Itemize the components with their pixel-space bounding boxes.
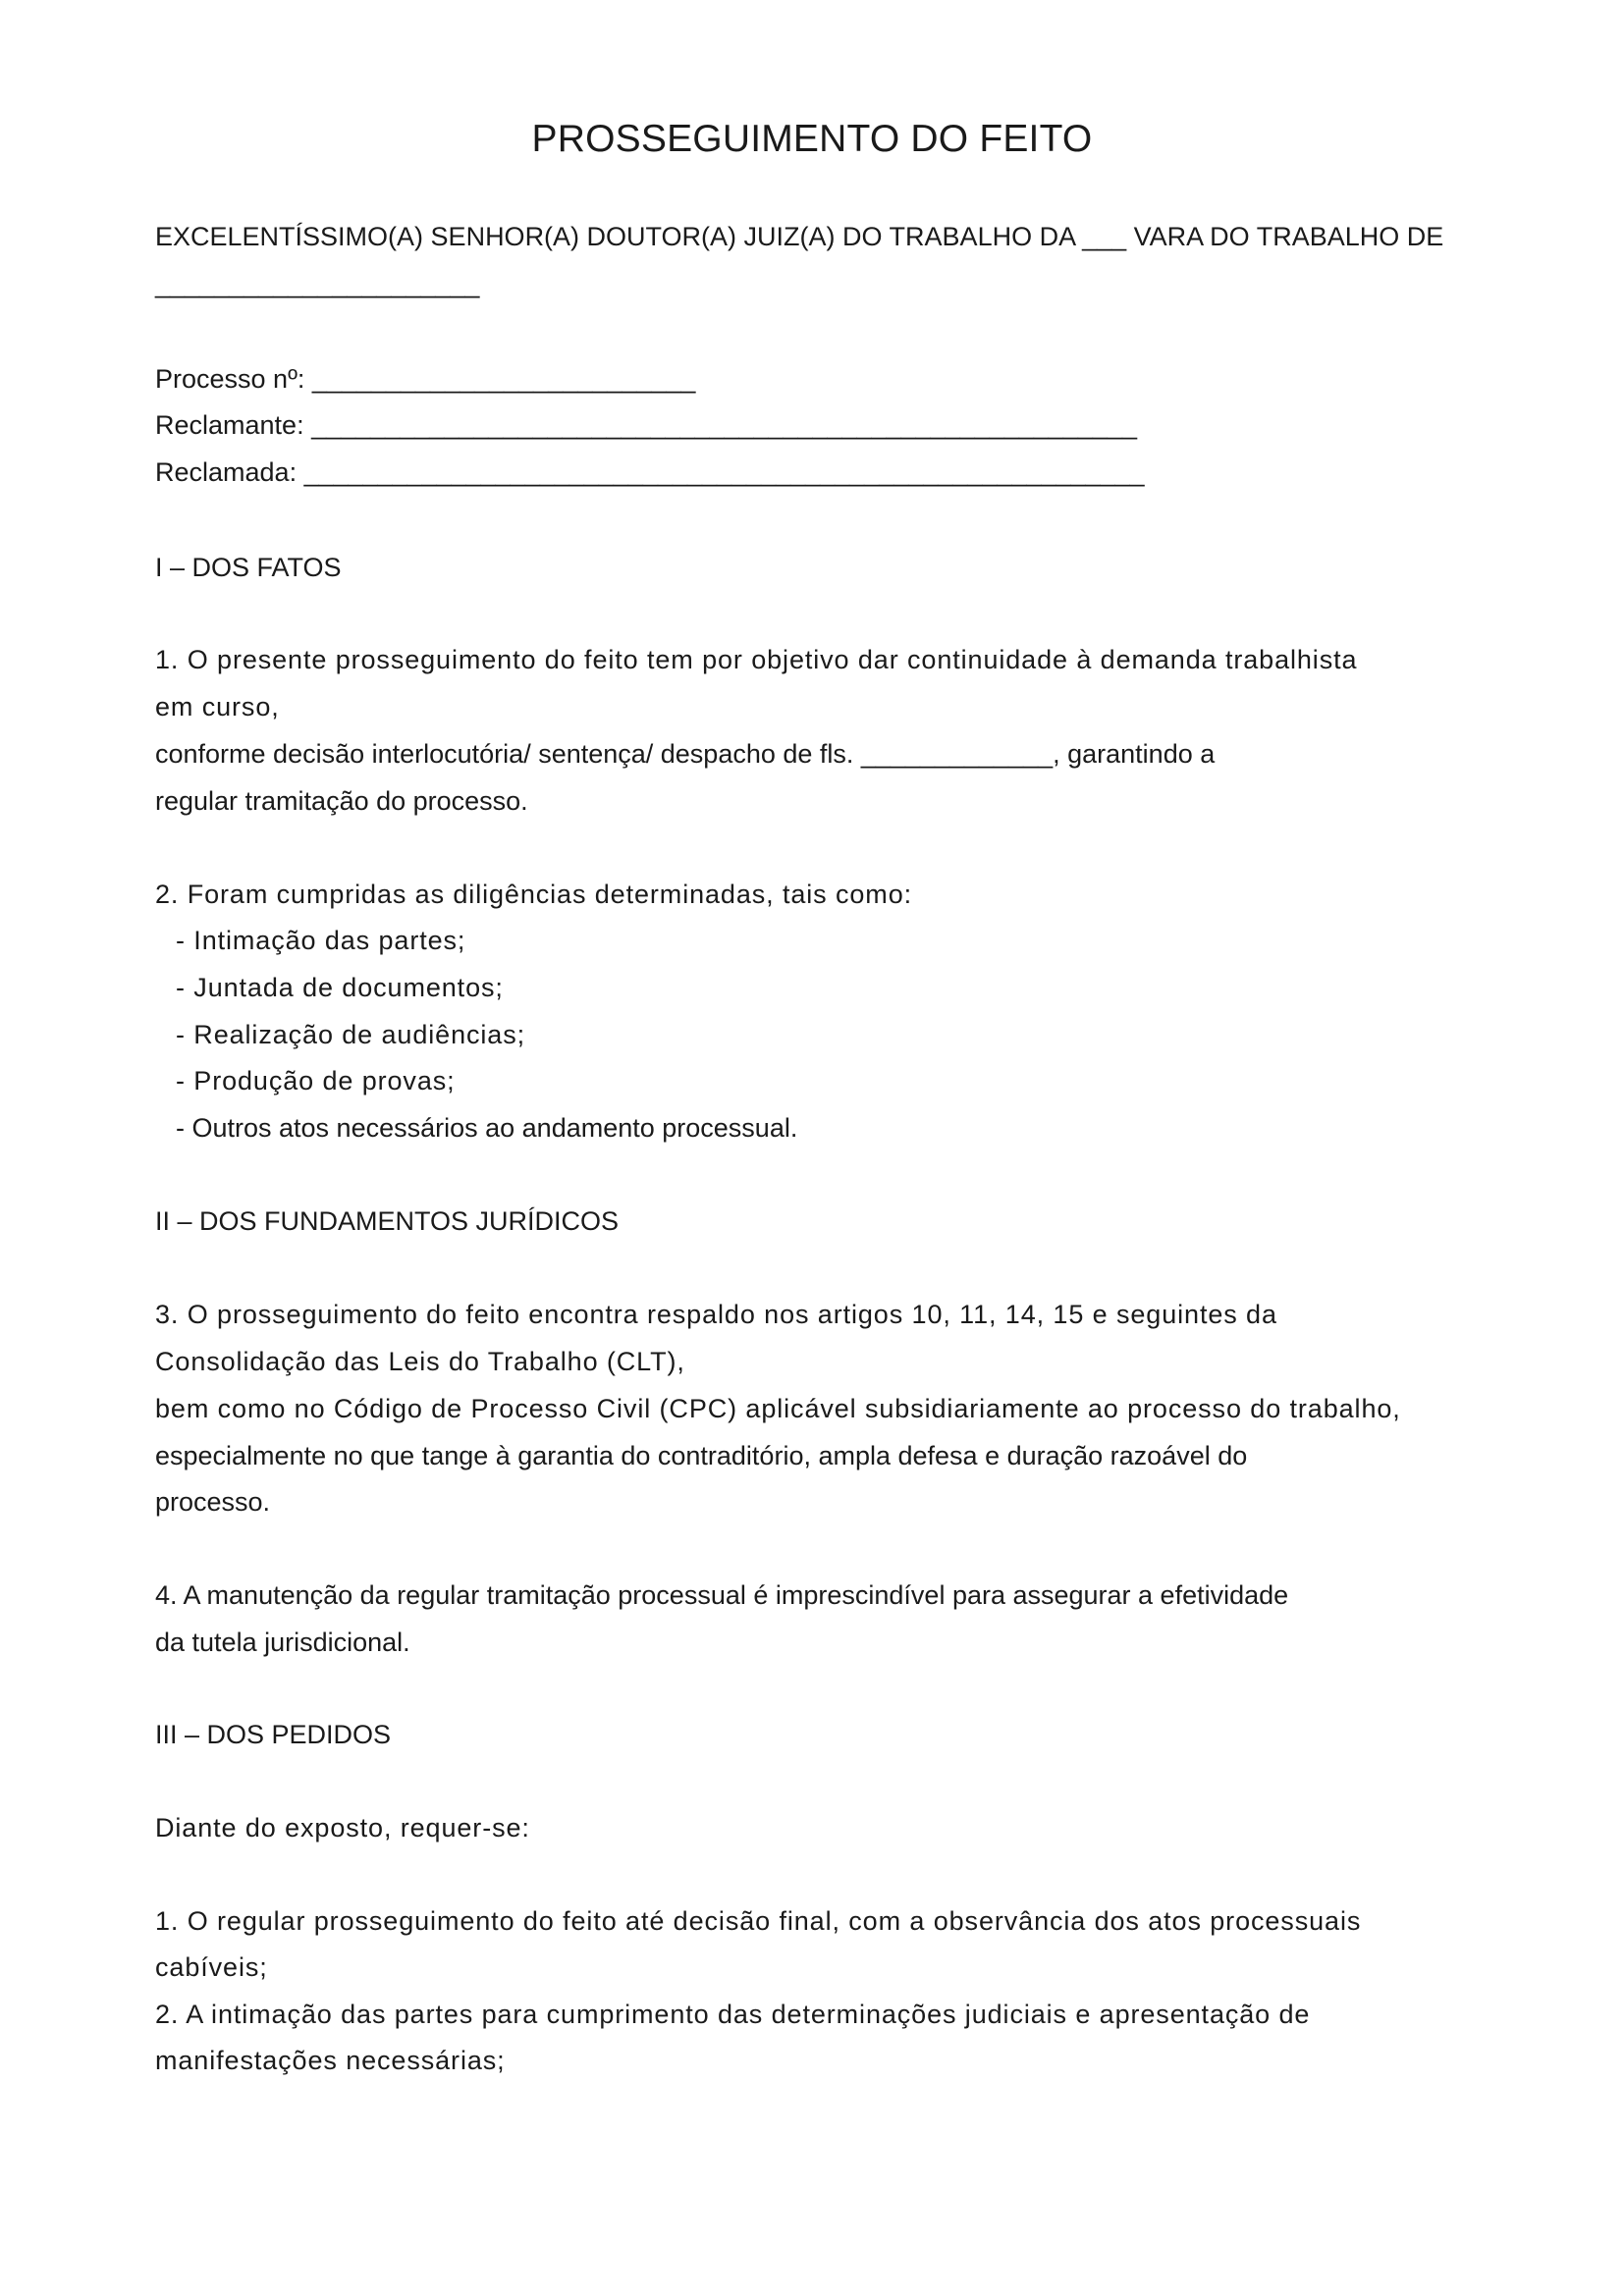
- list-item: - Intimação das partes;: [176, 926, 466, 955]
- paragraph-1-line-1: 1. O presente prosseguimento do feito tem por objetivo dar continuidade à demanda trabalhista: [155, 645, 1358, 674]
- list-item: - Juntada de documentos;: [176, 973, 504, 1002]
- pedido-1-line-1: 1. O regular prosseguimento do feito até decisão final, com a observância dos atos processuais: [155, 1906, 1362, 1936]
- list-item: - Outros atos necessários ao andamento processual.: [176, 1113, 798, 1143]
- paragraph-3-line-3: bem como no Código de Processo Civil (CPC) aplicável subsidiariamente ao processo do trabalho,: [155, 1394, 1401, 1423]
- paragraph-3-line-1: 3. O prosseguimento do feito encontra respaldo nos artigos 10, 11, 14, 15 e seguintes da: [155, 1300, 1277, 1329]
- paragraph-2-intro: 2. Foram cumpridas as diligências determinadas, tais como:: [155, 880, 913, 909]
- pedido-1-line-2: cabíveis;: [155, 1952, 268, 1982]
- pedido-2-line-2: manifestações necessárias;: [155, 2046, 506, 2075]
- addressee-line-1: EXCELENTÍSSIMO(A) SENHOR(A) DOUTOR(A) JUIZ(A) DO TRABALHO DA ___ VARA DO TRABALHO DE: [155, 222, 1444, 251]
- list-item: - Produção de provas;: [176, 1066, 456, 1095]
- paragraph-3-line-2: Consolidação das Leis do Trabalho (CLT),: [155, 1347, 685, 1376]
- processo-field: Processo nº: __________________________: [155, 364, 696, 394]
- paragraph-4-line-2: da tutela jurisdicional.: [155, 1628, 410, 1657]
- document-title: PROSSEGUIMENTO DO FEITO: [531, 118, 1093, 160]
- paragraph-3-line-5: processo.: [155, 1487, 271, 1517]
- addressee-line-2: ______________________: [155, 269, 480, 298]
- section-heading-fundamentos: II – DOS FUNDAMENTOS JURÍDICOS: [155, 1206, 620, 1236]
- pedido-2-line-1: 2. A intimação das partes para cumprimento das determinações judiciais e apresentação de: [155, 2000, 1311, 2029]
- paragraph-1-line-3: conforme decisão interlocutória/ sentença/ despacho de fls. _____________, garantindo a: [155, 739, 1216, 769]
- reclamante-field: Reclamante: ________________________________________________________: [155, 410, 1137, 440]
- reclamada-field: Reclamada: _________________________________________________________: [155, 457, 1145, 487]
- paragraph-1-line-2: em curso,: [155, 692, 280, 721]
- section-heading-fatos: I – DOS FATOS: [155, 553, 342, 582]
- paragraph-4-line-1: 4. A manutenção da regular tramitação processual é imprescindível para assegurar a efetividade: [155, 1580, 1289, 1610]
- pedidos-intro: Diante do exposto, requer-se:: [155, 1813, 530, 1842]
- paragraph-1-line-4: regular tramitação do processo.: [155, 786, 528, 816]
- list-item: - Realização de audiências;: [176, 1020, 525, 1049]
- section-heading-pedidos: III – DOS PEDIDOS: [155, 1720, 392, 1749]
- paragraph-3-line-4: especialmente no que tange à garantia do contraditório, ampla defesa e duração razoável do: [155, 1441, 1248, 1470]
